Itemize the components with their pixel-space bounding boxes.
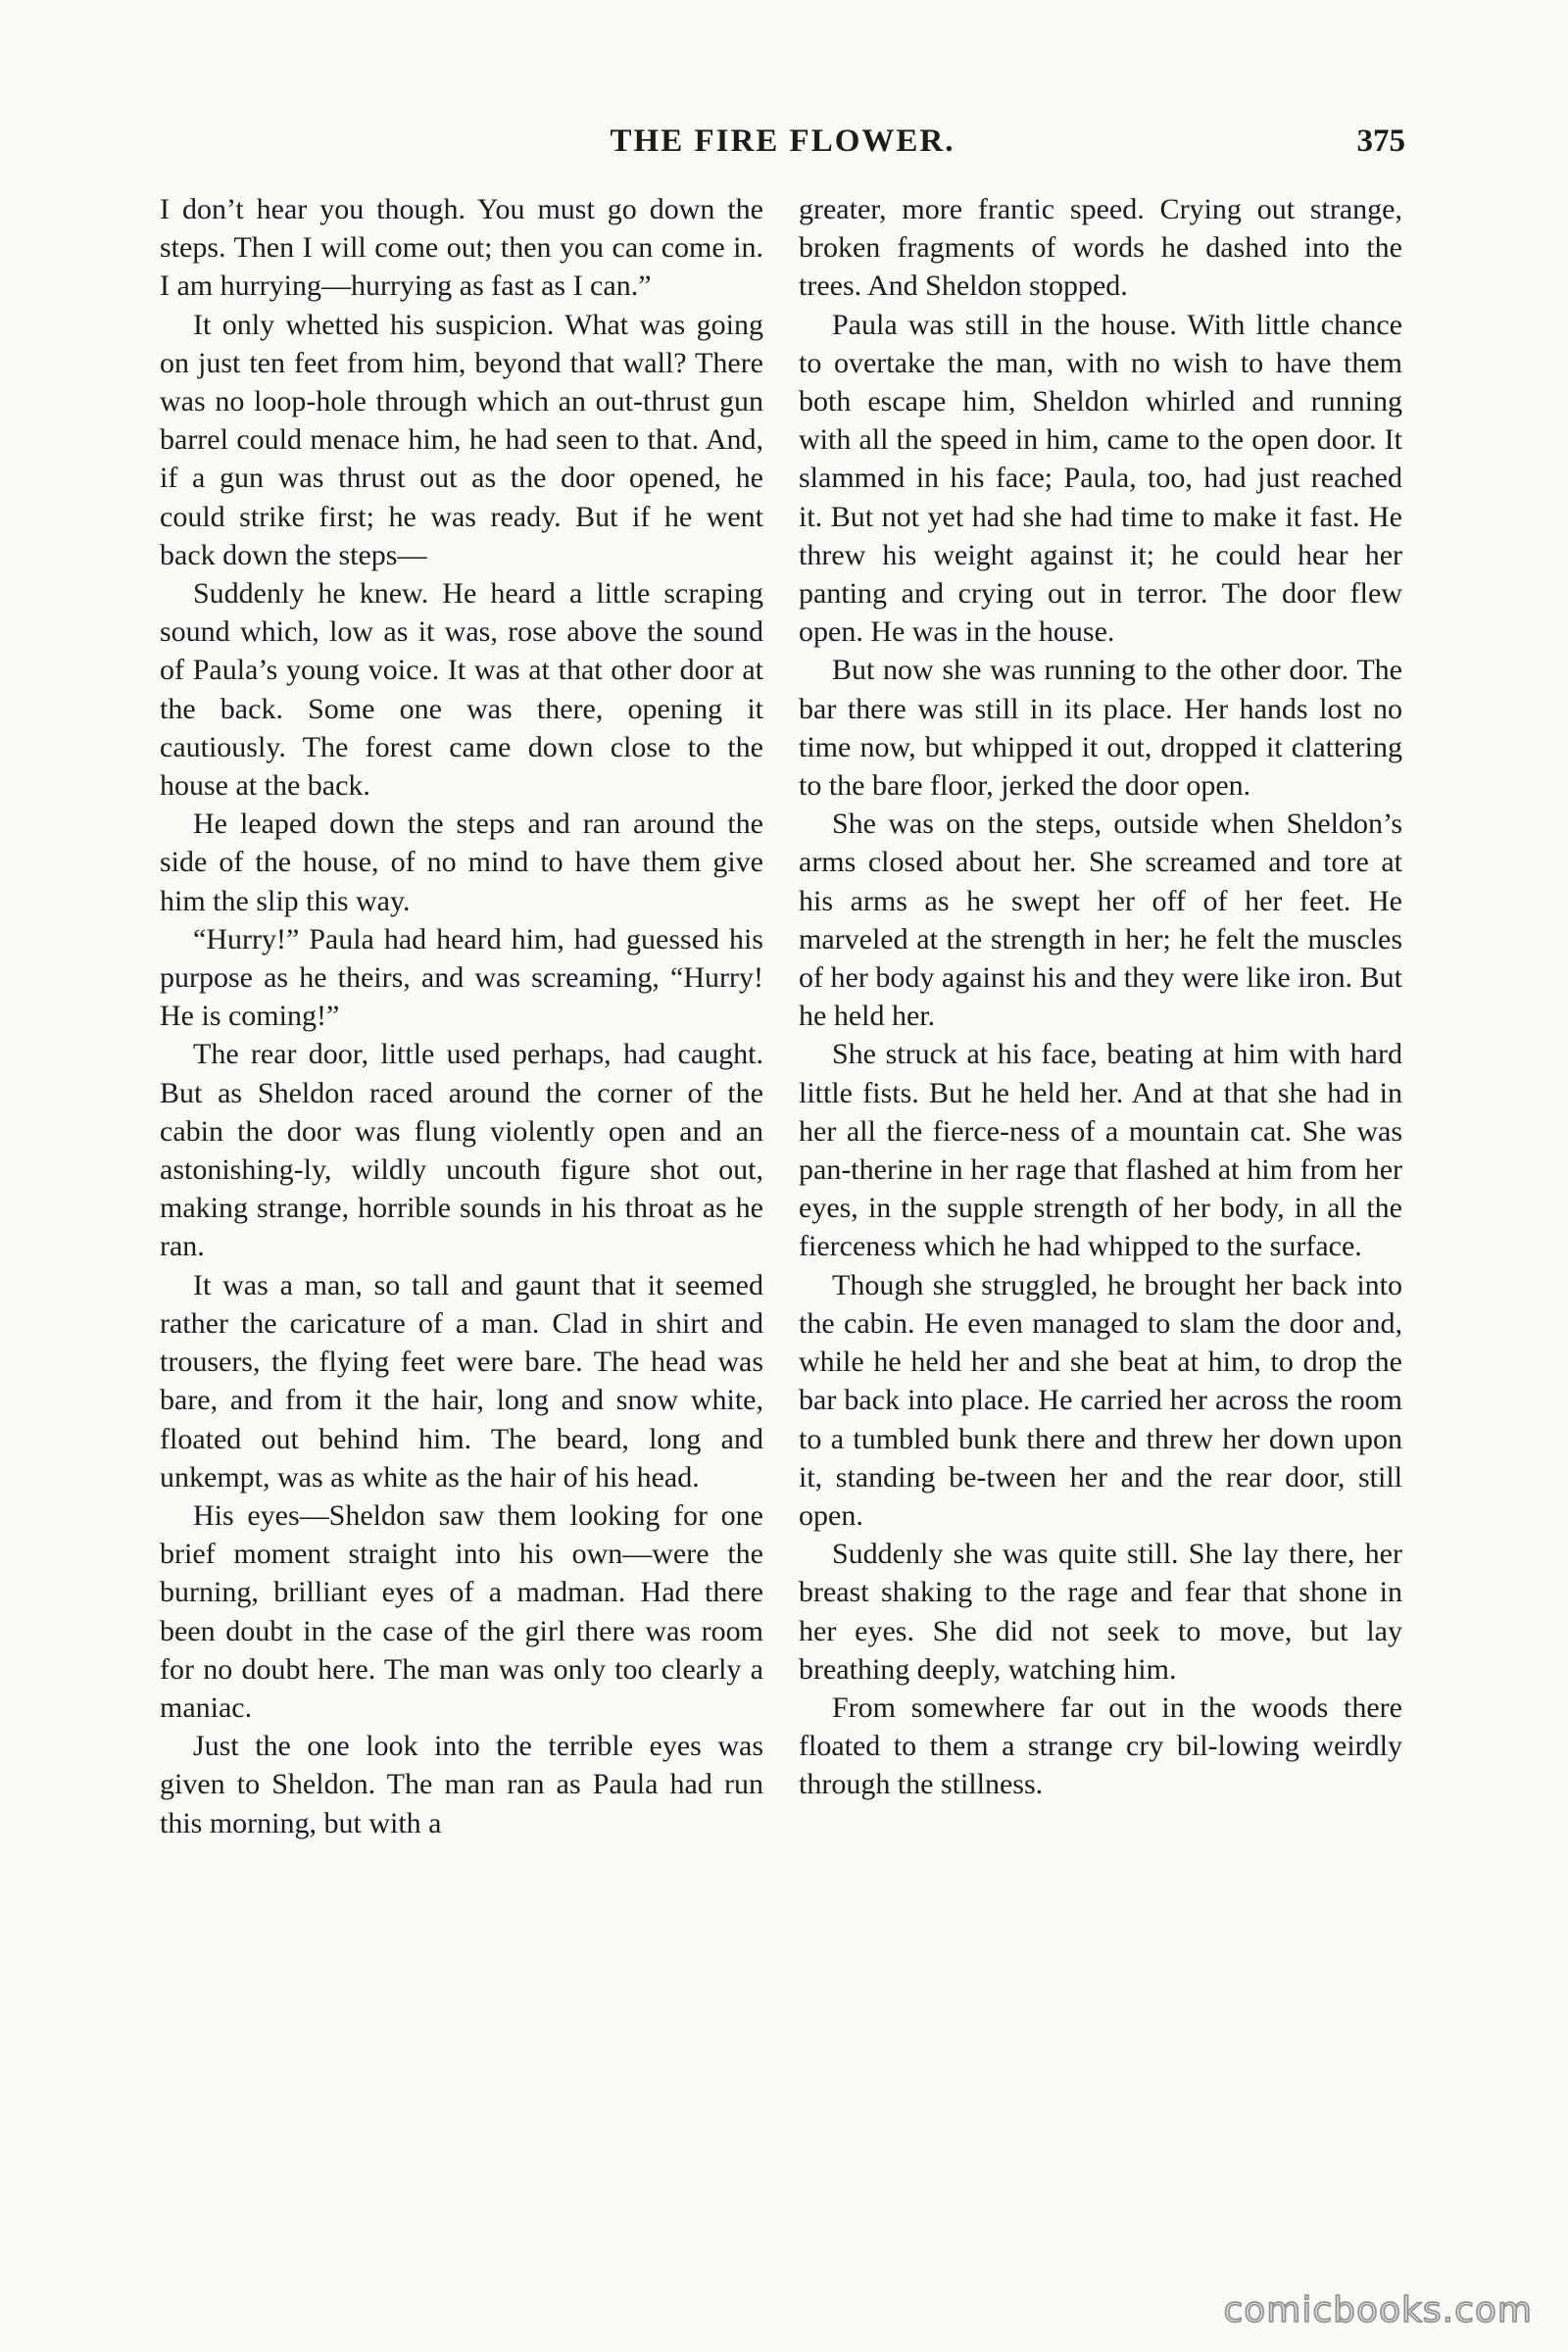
paragraph: Just the one look into the terrible eyes was given to Sheldon. The man ran as Paula had run this morning, but with a bbox=[160, 1730, 763, 1839]
paragraph: It was a man, so tall and gaunt that it seemed rather the caricature of a man. Clad in shirt and trousers, the flying feet were bare. The head was bare, and from it the hair, long and snow white, floated out behind him. The beard, long and unkempt, was as white as the hair of his head. bbox=[160, 1268, 763, 1494]
paragraph: She struck at his face, beating at him with hard little fists. But he held her. And at that she had in her all the fierce-ness of a mountain cat. She was pan-therine in her rage that flashed at him from her eyes, in the supple strength of her body, in all the fierceness which he had whipped to the surface. bbox=[799, 1038, 1402, 1263]
paragraph: She was on the steps, outside when Sheldon’s arms closed about her. She screamed and tore at his arms as he swept her off of her feet. He marveled at the strength in her; he felt the muscles of her body against his and they were like iron. But he held her. bbox=[799, 808, 1402, 1033]
paragraph: It only whetted his suspicion. What was going on just ten feet from him, beyond that wall? There was no loop-hole through which an out-thrust gun barrel could menace him, he had seen to that. And, if a gun was thrust out as the door opened, he could strike first; he was ready. But if he went back down the steps— bbox=[160, 308, 763, 571]
paragraph: Suddenly she was quite still. She lay there, her breast shaking to the rage and fear that shone in her eyes. She did not seek to move, but lay breathing deeply, watching him. bbox=[799, 1538, 1402, 1686]
paragraph: He leaped down the steps and ran around the side of the house, of no mind to have them give him the slip this way. bbox=[160, 808, 763, 917]
paragraph: greater, more frantic speed. Crying out strange, broken fragments of words he dashed into the trees. And Sheldon stopped. bbox=[799, 193, 1402, 303]
paragraph: I don’t hear you though. You must go down the steps. Then I will come out; then you can come in. I am hurrying—hurrying as fast as I can.” bbox=[160, 193, 763, 303]
running-title: THE FIRE FLOWER. bbox=[610, 123, 956, 159]
left-column bbox=[160, 190, 763, 1842]
paragraph: “Hurry!” Paula had heard him, had guessed his purpose as he theirs, and was screaming, “Hurry! He is coming!” bbox=[160, 922, 763, 1033]
right-column bbox=[799, 190, 1402, 1804]
paragraph: Paula was still in the house. With little chance to overtake the man, with no wish to have them both escape him, Sheldon whirled and running with all the speed in him, came to the open door. It slammed in his face; Paula, too, had just reached it. But not yet had she had time to make it fast. He threw his weight against it; he could hear her panting and crying out in terror. The door flew open. He was in the house. bbox=[799, 308, 1402, 649]
watermark-logo: comicbooks.com bbox=[1223, 2290, 1533, 2330]
paragraph: Suddenly he knew. He heard a little scraping sound which, low as it was, rose above the sound of Paula’s young voice. It was at that other door at the back. Some one was there, opening it cautiously. The forest came down close to the house at the back. bbox=[160, 577, 763, 803]
page-number: 375 bbox=[1356, 123, 1405, 159]
paragraph: His eyes—Sheldon saw them looking for one brief moment straight into his own—were the burning, brilliant eyes of a madman. Had there been doubt in the case of the girl there was room for no doubt here. The man was only too clearly a maniac. bbox=[160, 1498, 763, 1724]
paragraph: From somewhere far out in the woods there floated to them a strange cry bil-lowing weirdly through the stillness. bbox=[799, 1690, 1402, 1801]
paragraph: But now she was running to the other door. The bar there was still in its place. Her hands lost no time now, but whipped it out, dropped it clattering to the bare floor, jerked the door open. bbox=[799, 654, 1402, 803]
running-head bbox=[160, 123, 1405, 172]
paragraph: The rear door, little used perhaps, had caught. But as Sheldon raced around the corner of the cabin the door was flung violently open and an astonishing-ly, wildly uncouth figure shot out, making strange, horrible sounds in his throat as he ran. bbox=[160, 1038, 763, 1263]
paragraph: Though she struggled, he brought her back into the cabin. He even managed to slam the door and, while he held her and she beat at him, to drop the bar back into place. He carried her across the room to a tumbled bunk there and threw her down upon it, standing be-tween her and the rear door, still open. bbox=[799, 1268, 1402, 1532]
